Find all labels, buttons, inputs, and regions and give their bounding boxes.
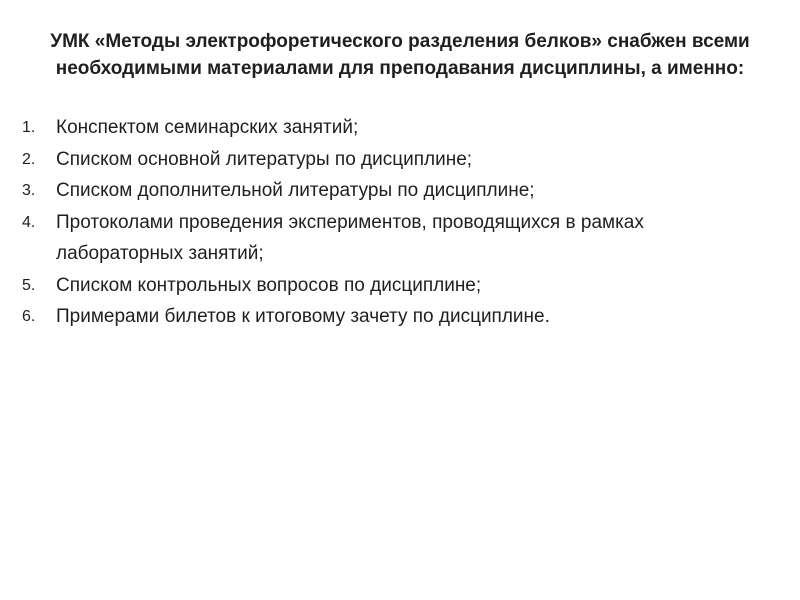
list-item <box>0 144 800 176</box>
list-item-number: 3. <box>22 182 36 199</box>
list-item-text: Списком основной литературы по дисциплине; <box>56 148 473 170</box>
numbered-list <box>0 112 800 333</box>
list-item <box>0 301 800 333</box>
list-item-text: Списком контрольных вопросов по дисциплине; <box>56 274 482 296</box>
list-item <box>0 270 800 302</box>
list-item <box>0 207 800 270</box>
list-item-number: 2. <box>22 150 36 168</box>
list-item-text: Протоколами проведения экспериментов, проводящихся в рамках лабораторных занятий; <box>56 211 644 264</box>
list-item-number: 6. <box>22 308 36 325</box>
list-item-number: 4. <box>22 213 36 231</box>
list-item-text: Примерами билетов к итоговому зачету по дисциплине. <box>56 306 550 327</box>
list-item-text: Конспектом семинарских занятий; <box>56 117 359 138</box>
list-item-number: 1. <box>22 119 36 136</box>
list-item-number: 5. <box>22 276 36 294</box>
list-item <box>0 112 800 144</box>
list-item-text: Списком дополнительной литературы по дисциплине; <box>56 180 535 201</box>
slide-title: УМК «Методы электрофоретического разделения белков» снабжен всеми необходимыми материалами для преподавания дисциплины, а именно: <box>50 31 750 79</box>
list-item <box>0 175 800 207</box>
